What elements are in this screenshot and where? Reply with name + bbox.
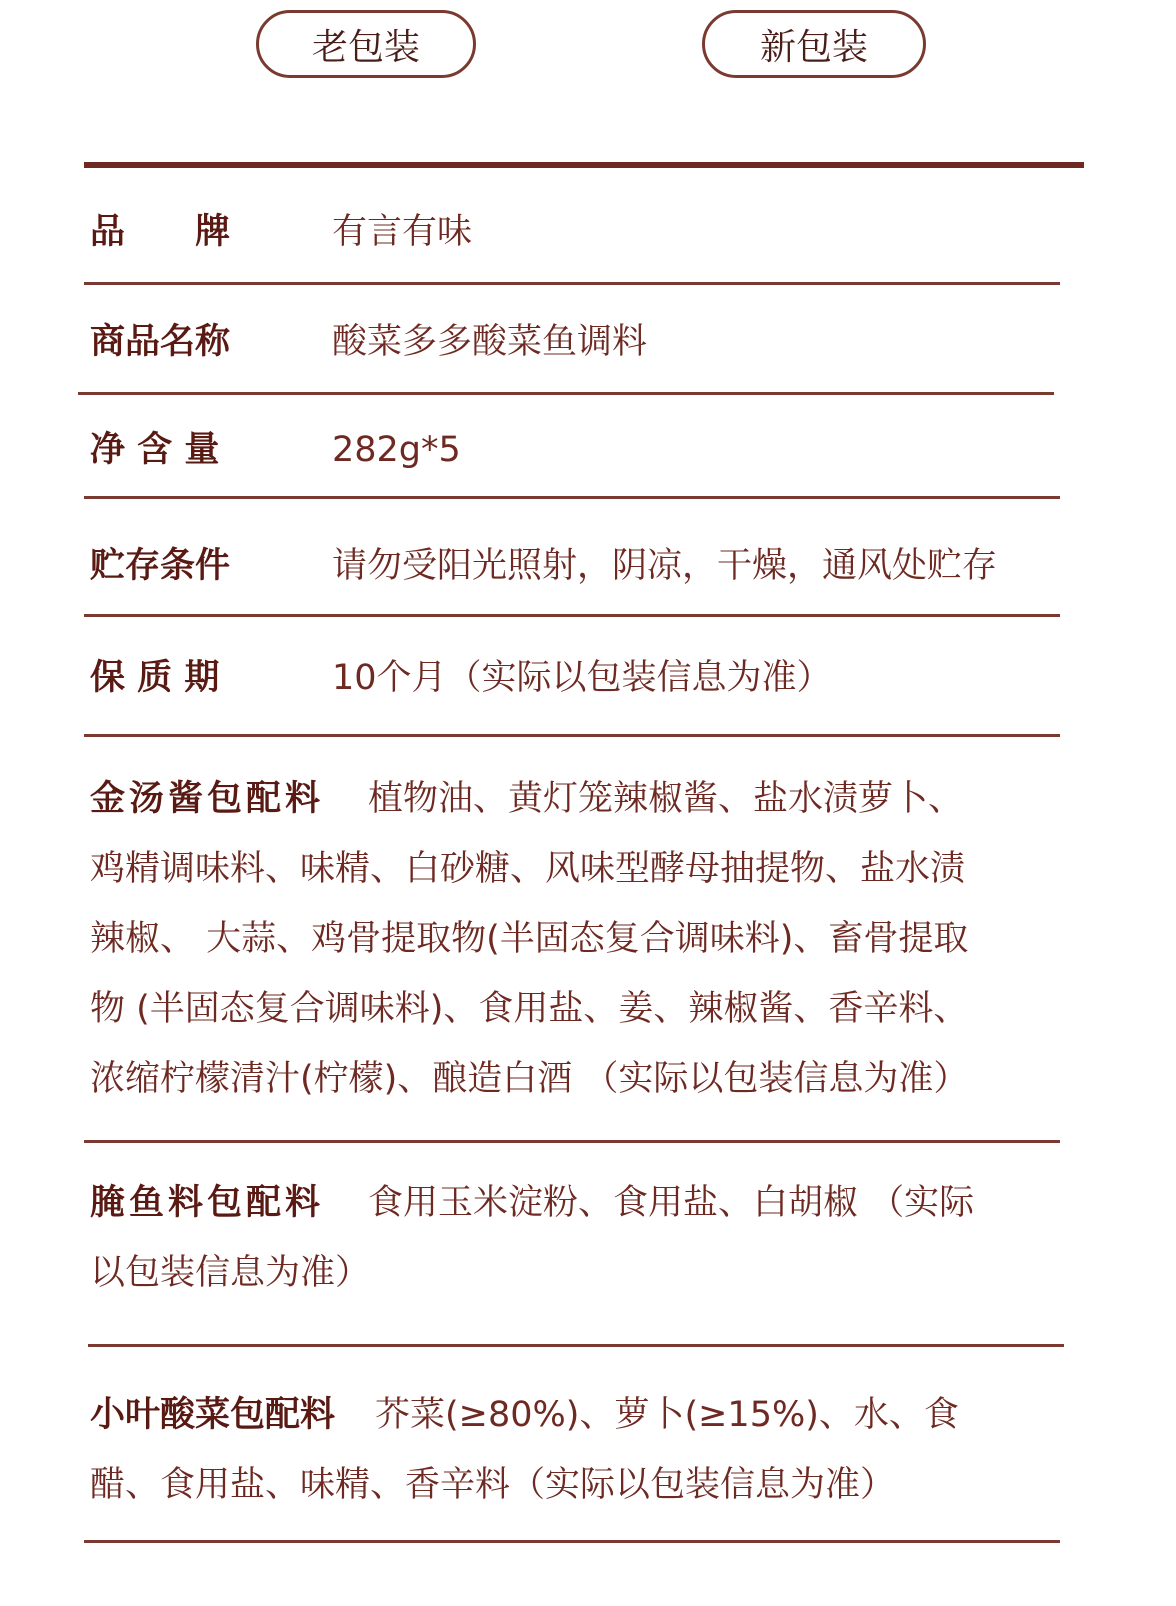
ingredient-text: 植物油、黄灯笼辣椒酱、盐水渍萝卜、 (368, 779, 964, 819)
ingredient-text: 芥菜(≥80%)、萝卜(≥15%)、水、食 (375, 1395, 959, 1435)
pickle-label: 小叶酸菜包配料 (90, 1395, 336, 1435)
ingredient-text: 食用玉米淀粉、食用盐、白胡椒 （实际 (368, 1183, 975, 1223)
row-divider (88, 1344, 1064, 1347)
row-divider (84, 496, 1060, 499)
fish-marinade-label: 腌鱼料包配料 (90, 1183, 325, 1223)
net-content-row (90, 430, 1090, 470)
soup-sauce-ingredients (90, 764, 1090, 1114)
brand-row (90, 212, 1090, 252)
storage-value: 请勿受阳光照射，阴凉，干燥，通风处贮存 (332, 546, 998, 586)
soup-line-1 (90, 764, 1090, 834)
row-divider (84, 614, 1060, 617)
row-divider (84, 1140, 1060, 1143)
ingredient-text: 以包装信息为准） (90, 1253, 371, 1293)
product-name-value: 酸菜多多酸菜鱼调料 (332, 322, 648, 362)
shelf-life-label: 保 质 期 (90, 658, 220, 698)
ingredient-text: 鸡精调味料、味精、白砂糖、风味型酵母抽提物、盐水渍 (90, 849, 966, 889)
ingredient-text: 浓缩柠檬清汁(柠檬)、酿造白酒 （实际以包装信息为准） (90, 1059, 969, 1099)
row-divider (78, 392, 1054, 395)
ingredient-text: 物 (半固态复合调味料)、食用盐、姜、辣椒酱、香辛料、 (90, 989, 969, 1029)
product-name-row (90, 322, 1090, 362)
shelf-life-value: 10个月（实际以包装信息为准） (332, 658, 832, 698)
row-divider (84, 1540, 1060, 1543)
storage-row (90, 546, 1090, 586)
net-content-label: 净 含 量 (90, 430, 220, 470)
ingredient-text: 辣椒、 大蒜、鸡骨提取物(半固态复合调味料)、畜骨提取 (90, 919, 969, 959)
brand-label: 品 牌 (90, 212, 231, 252)
pickle-line-1 (90, 1380, 1090, 1450)
brand-value: 有言有味 (332, 212, 473, 252)
fish-line-1 (90, 1168, 1090, 1238)
net-content-value: 282g*5 (332, 430, 461, 470)
shelf-life-row (90, 658, 1090, 698)
row-divider (84, 734, 1060, 737)
new-packaging-tab[interactable]: 新包装 (702, 10, 926, 78)
old-packaging-tab[interactable]: 老包装 (256, 10, 476, 78)
row-divider (84, 282, 1060, 285)
storage-label: 贮存条件 (90, 546, 231, 586)
soup-sauce-label: 金汤酱包配料 (90, 779, 325, 819)
pickle-ingredients (90, 1380, 1090, 1520)
product-name-label: 商品名称 (90, 322, 231, 362)
fish-marinade-ingredients (90, 1168, 1090, 1308)
table-top-divider (84, 162, 1084, 168)
ingredient-text: 醋、食用盐、味精、香辛料（实际以包装信息为准） (90, 1465, 896, 1505)
